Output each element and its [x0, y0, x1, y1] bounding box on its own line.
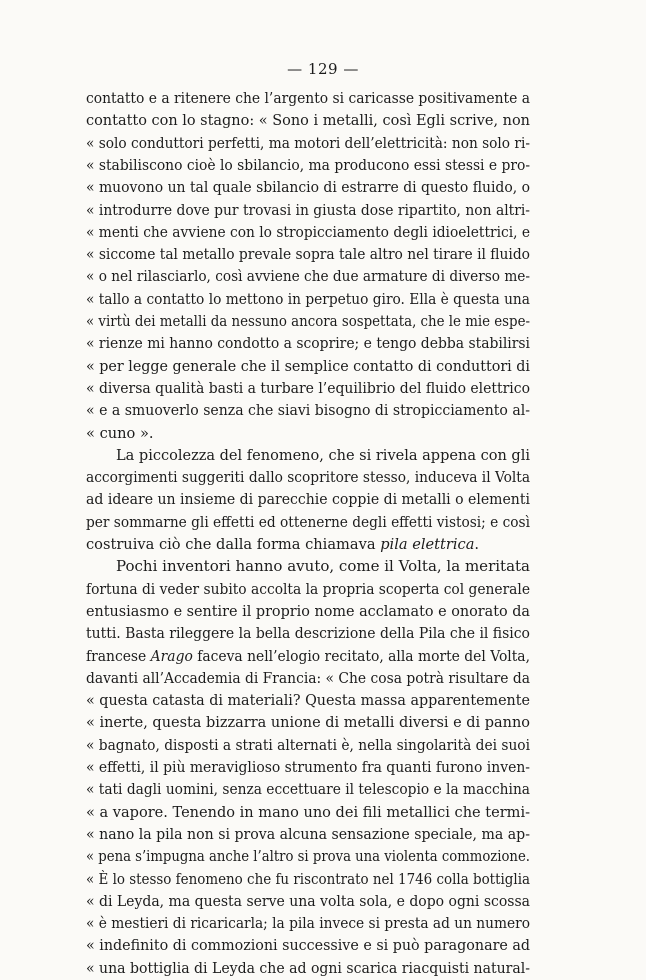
text-line: fortuna di veder subito accolta la propria scoperta col generale — [86, 580, 531, 598]
text-line: « cuno ». — [86, 424, 154, 442]
text-line: per sommarne gli effetti ed ottenerne degli effetti vistosi; e così — [86, 513, 530, 531]
text-line: « a vapore. Tenendo in mano uno dei fili metallici che termi- — [86, 803, 531, 821]
text-line: accorgimenti suggeriti dallo scopritore stesso, induceva il Volta — [86, 469, 531, 487]
text-line: « effetti, il più meraviglioso strumento fra quanti furono inven- — [86, 759, 530, 776]
text-line: « indefinito di commozioni successive e si può paragonare ad — [86, 937, 531, 955]
text-line: « tallo a contatto lo mettono in perpetuo giro. Ella è questa una — [86, 290, 530, 308]
text-line: « inerte, questa bizzarra unione di metalli diversi e di panno — [86, 714, 531, 732]
text-line: « siccome tal metallo prevale sopra tale altro nel tirare il fluido — [86, 246, 530, 264]
text-line: « pena s’impugna anche l’altro si prova una violenta commozione. — [86, 848, 530, 866]
text-line: « bagnato, disposti a strati alternati è, nella singolarità dei suoi — [86, 736, 530, 754]
text-line: tutti. Basta rileggere la bella descrizione della Pila che il fisico — [86, 625, 530, 643]
page-number: — 129 — — [287, 60, 359, 78]
text-line: contatto e a ritenere che l’argento si caricasse positivamente a — [86, 90, 530, 107]
text-line: « menti che avviene con lo stropicciamento degli idioelettrici, e — [86, 223, 531, 241]
text-line: « stabiliscono cioè lo sbilancio, ma producono essi stessi e pro- — [86, 156, 531, 174]
text-line: « una bottiglia di Leyda che ad ogni scarica riacquisti natural- — [86, 959, 531, 977]
text-line: « virtù dei metalli da nessuno ancora sospettata, che le mie espe- — [86, 313, 531, 330]
text-line: « diversa qualità basti a turbare l’equilibrio del fluido elettrico — [86, 379, 530, 397]
text-line: entusiasmo e sentire il proprio nome acclamato e onorato da — [86, 602, 530, 620]
text-line: Pochi inventori hanno avuto, come il Volta, la meritata — [116, 558, 531, 576]
text-line: « solo conduttori perfetti, ma motori dell’elettricità: non solo ri- — [86, 134, 530, 152]
text-line: La piccolezza del fenomeno, che si rivela appena con gli — [116, 446, 531, 464]
text-line: « nano la pila non si prova alcuna sensazione speciale, ma ap- — [86, 825, 530, 843]
text-line: « o nel rilasciarlo, così avviene che due armature di diverso me- — [86, 268, 530, 286]
text-line: « per legge generale che il semplice contatto di conduttori di — [86, 357, 530, 375]
text-line: « è mestieri di ricaricarla; la pila invece si presta ad un numero — [86, 915, 530, 933]
text-line: ad ideare un insieme di parecchie coppie di metalli o elementi — [86, 491, 530, 509]
text-line: davanti all’Accademia di Francia: « Che cosa potrà risultare da — [86, 669, 530, 687]
text-line: « questa catasta di materiali? Questa massa apparentemente — [86, 692, 530, 710]
text-line: « tati dagli uomini, senza eccettuare il telescopio e la macchina — [86, 781, 531, 799]
text-line: contatto con lo stagno: « Sono i metalli, così Egli scrive, non — [86, 112, 530, 130]
text-line: francese Arago faceva nell’elogio recitato, alla morte del Volta, — [86, 647, 530, 665]
text-line: « introdurre dove pur trovasi in giusta dose ripartito, non altri- — [86, 201, 531, 219]
text-line: « È lo stesso fenomeno che fu riscontrato nel 1746 colla bottiglia — [86, 870, 531, 888]
text-line: costruiva ciò che dalla forma chiamava pila elettrica. — [86, 536, 480, 553]
text-line: « rienze mi hanno condotto a scoprire; e tengo debba stabilirsi — [86, 335, 530, 353]
text-line: « e a smuoverlo senza che siavi bisogno di stropicciamento al- — [86, 402, 530, 420]
text-line: « muovono un tal quale sbilancio di estrarre di questo fluido, o — [86, 179, 530, 197]
text-line: « di Leyda, ma questa serve una volta sola, e dopo ogni scossa — [86, 892, 530, 910]
